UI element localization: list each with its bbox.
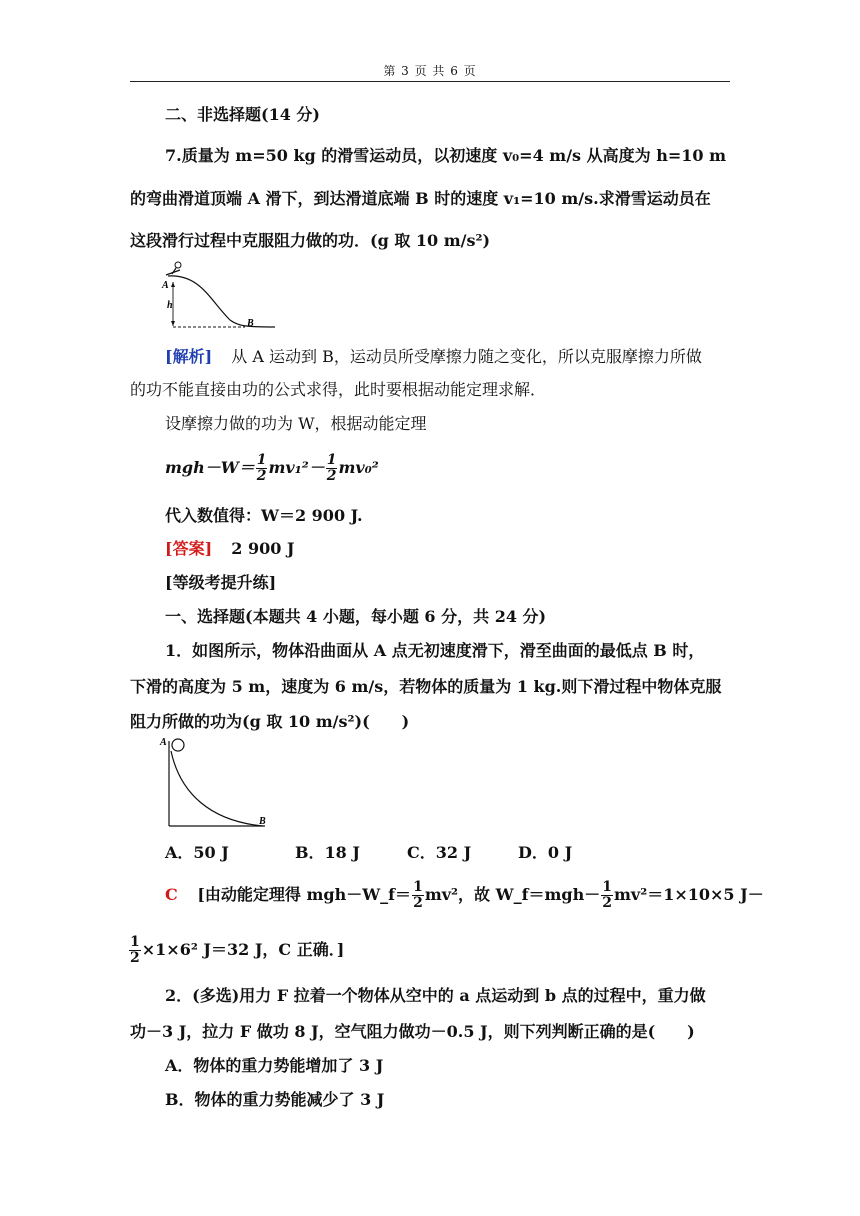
q2-option-a: A．物体的重力势能增加了 3 J <box>165 1056 384 1075</box>
curve-slide-figure <box>155 733 280 833</box>
q7-line1: 7.质量为 m=50 kg 的滑雪运动员，以初速度 v₀=4 m/s 从高度为 h=10 m <box>165 146 727 165</box>
sol-line2-text: ×1×6² J＝32 J，C 正确．] <box>141 940 345 959</box>
fig1-label-b: B <box>259 816 266 827</box>
sol-frac-3: $\frac{1}{2}$ <box>130 934 140 966</box>
q1-answer-letter: C <box>165 885 178 904</box>
eq-lhs: mgh－W＝ <box>165 458 255 477</box>
option-b: B．18 J <box>295 843 360 862</box>
header-divider <box>130 81 730 82</box>
q1-line2: 下滑的高度为 5 m，速度为 6 m/s，若物体的质量为 1 kg.则下滑过程中物体克服 <box>130 677 722 696</box>
sol-part3: mv²＝1×10×5 J－ <box>613 885 764 904</box>
ski-slope-figure <box>150 260 280 335</box>
q7-line2: 的弯曲滑道顶端 A 滑下，到达滑道底端 B 时的速度 v₁=10 m/s.求滑雪运动员在 <box>130 189 711 208</box>
eq-term1: mv₁²－ <box>268 458 325 477</box>
analysis-text1: 从 A 运动到 B，运动员所受摩擦力随之变化，所以克服摩擦力所做 <box>231 347 702 366</box>
sol-part1: [由动能定理得 mgh－W_f＝ <box>197 885 412 904</box>
q2-line2: 功－3 J，拉力 F 做功 8 J，空气阻力做功－0.5 J，则下列判断正确的是( ) <box>130 1022 695 1041</box>
sol-frac-1: $\frac{1}{2}$ <box>413 879 423 911</box>
page-header: 第 3 页 共 6 页 <box>383 64 477 78</box>
analysis-tag: [解析] <box>165 347 213 366</box>
sol-frac-2: $\frac{1}{2}$ <box>602 879 612 911</box>
section-label: [等级考提升练] <box>165 573 277 592</box>
analysis-line2: 的功不能直接由功的公式求得，此时要根据动能定理求解． <box>130 380 547 399</box>
answer-value: 2 900 J <box>231 539 295 558</box>
eq-frac-1: $\frac{1}{2}$ <box>256 452 267 484</box>
analysis-line1 <box>165 346 702 368</box>
option-a: A．50 J <box>165 843 229 862</box>
sol-part2: mv²，故 W_f＝mgh－ <box>424 885 601 904</box>
q1-solution-line1 <box>165 880 764 911</box>
q2-line1: 2．(多选)用力 F 拉着一个物体从空中的 a 点运动到 b 点的过程中，重力做 <box>165 986 706 1005</box>
fig1-label-a: A <box>160 737 167 748</box>
q1-solution-line2 <box>128 935 344 966</box>
option-d: D．0 J <box>518 843 573 862</box>
fig7-label-b: B <box>247 318 254 329</box>
fig7-label-a: A <box>162 280 169 291</box>
section-title: 二、非选择题(14 分) <box>165 105 320 124</box>
fig7-label-h: h <box>167 300 173 311</box>
q1-line1: 1．如图所示，物体沿曲面从 A 点无初速度滑下，滑至曲面的最低点 B 时， <box>165 641 705 660</box>
eq-frac-2: $\frac{1}{2}$ <box>326 452 337 484</box>
analysis-step1: 设摩擦力做的功为 W，根据动能定理 <box>165 414 427 433</box>
answer-tag: [答案] <box>165 539 213 558</box>
energy-equation <box>165 453 379 484</box>
section2-title: 一、选择题(本题共 4 小题，每小题 6 分，共 24 分) <box>165 607 547 626</box>
analysis-step2: 代入数值得：W＝2 900 J. <box>165 506 363 525</box>
eq-term2: mv₀² <box>338 458 379 477</box>
q7-line3: 这段滑行过程中克服阻力做的功．(g 取 10 m/s²) <box>130 231 491 250</box>
option-c: C．32 J <box>407 843 472 862</box>
q2-option-b: B．物体的重力势能减少了 3 J <box>165 1090 385 1109</box>
answer-line <box>165 538 295 560</box>
q1-line3: 阻力所做的功为(g 取 10 m/s²)( ) <box>130 712 410 731</box>
